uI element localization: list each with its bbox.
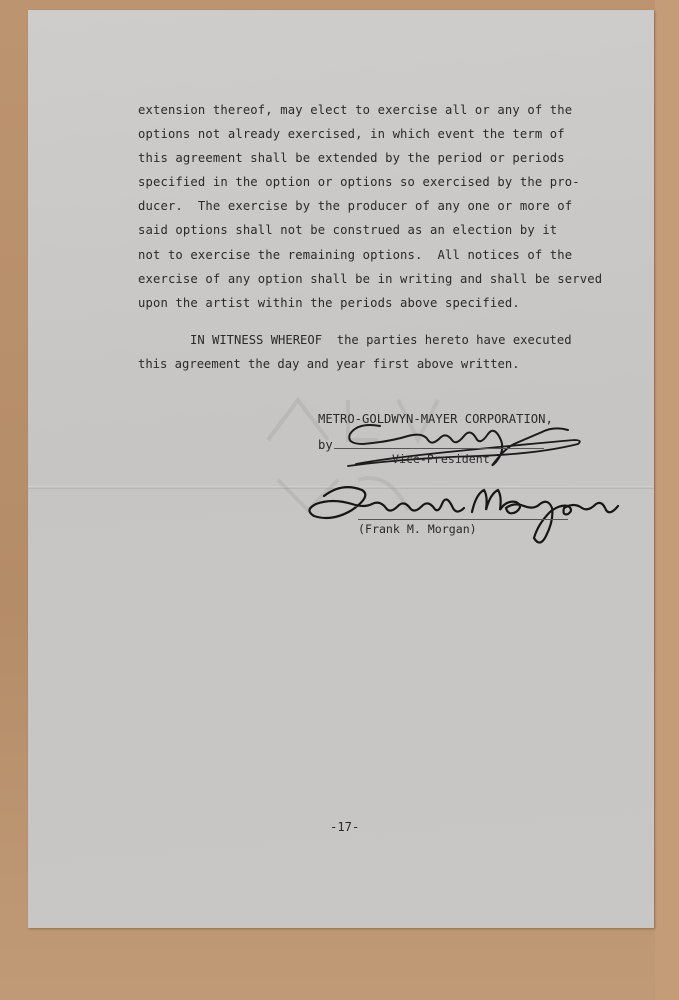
artist-signature-line	[358, 519, 568, 520]
page-number: -17-	[330, 820, 360, 834]
body-line: said options shall not be construed as an election by it	[138, 223, 558, 238]
body-line: not to exercise the remaining options. All notices of the	[138, 247, 573, 262]
document-page	[28, 10, 654, 928]
body-line: this agreement shall be extended by the period or periods	[138, 151, 565, 166]
vice-president-signature-line	[334, 448, 544, 449]
by-label: by	[318, 438, 333, 452]
body-line: specified in the option or options so exercised by the pro-	[138, 175, 580, 190]
witness-line: IN WITNESS WHEREOF the parties hereto have executed	[190, 333, 572, 347]
vice-president-title: Vice-President	[392, 452, 490, 466]
frank-morgan-signature	[302, 476, 622, 556]
body-line: exercise of any option shall be in writing and shall be served	[138, 271, 603, 286]
company-name: METRO-GOLDWYN-MAYER CORPORATION,	[318, 412, 553, 426]
witness-line: this agreement the day and year first above written.	[138, 357, 520, 372]
body-line: extension thereof, may elect to exercise all or any of the	[138, 103, 573, 117]
backing-edge	[655, 0, 679, 1000]
body-line: ducer. The exercise by the producer of any one or more of	[138, 199, 573, 214]
body-line: upon the artist within the periods above specified.	[138, 295, 520, 310]
witness-clause	[138, 328, 608, 376]
body-line: options not already exercised, in which event the term of	[138, 127, 565, 142]
contract-body-text	[138, 98, 603, 315]
artist-name: (Frank M. Morgan)	[358, 522, 477, 536]
